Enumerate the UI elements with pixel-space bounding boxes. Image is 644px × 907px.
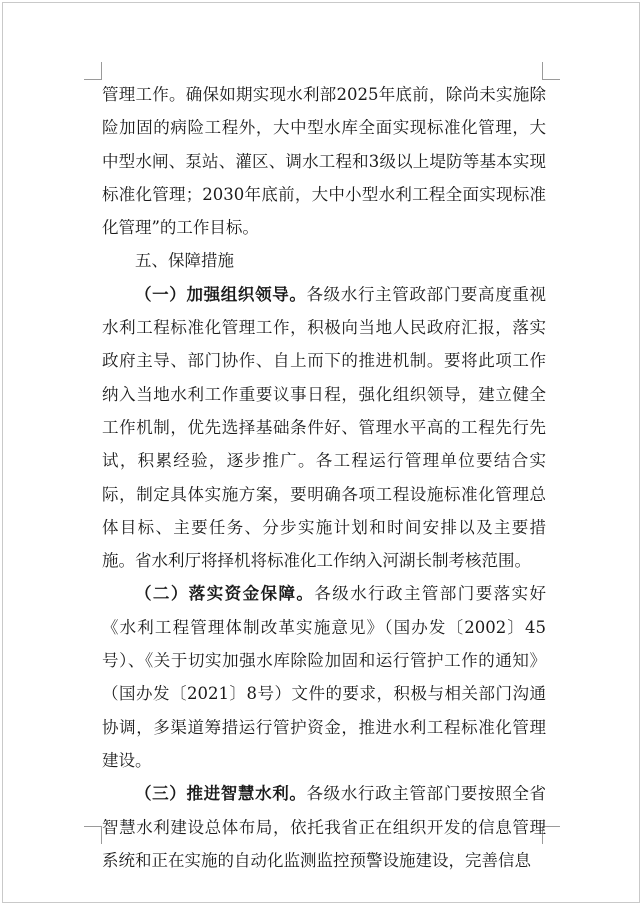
section-heading: 五、保障措施	[135, 251, 234, 271]
subsection-body: 各级水行主管政部门要高度重视水利工程标准化管理工作，积极向当地人民政府汇报，落实政府主导、部门协作、自上而下的推进机制。要将此项工作纳入当地水利工作重要议事日程，强化组织领导，建立健全工作机制，优先选择基础条件好、管理水平高的工程先行先试，积累经验，逐步推广。各工程运行管理单位要结合实际，制定具体实施方案，要明确各项工程设施标准化管理总体目标、主要任务、分步实施计划和时间安排以及主要措施。省水利厅将择机将标准化工作纳入河湖长制考核范围。	[102, 284, 547, 571]
subsection-body: 各级水行政主管部门要按照全省智慧水利建设总体布局，依托我省正在组织开发的信息管理系统和正在实施的自动化监测监控预警设施建设，完善信息	[102, 784, 547, 870]
document-body	[102, 78, 546, 877]
paragraph-continuation: 管理工作。确保如期实现水利部2025年底前，除尚未实施除险加固的病险工程外，大中型水库全面实现标准化管理，大中型水闸、泵站、灌区、调水工程和3级以上堤防等基本实现标准化管理；2030年底前，大中小型水利工程全面实现标准化管理”的工作目标。	[102, 85, 546, 238]
subsection-title: （一）加强组织领导。	[135, 284, 307, 304]
subsection-title: （三）推进智慧水利。	[135, 784, 307, 804]
crop-mark-top-left	[84, 62, 102, 80]
subsection-title: （二）落实资金保障。	[135, 584, 315, 604]
paragraph-smart-water	[102, 777, 546, 877]
paragraph-organization	[102, 278, 546, 578]
subsection-body: 各级水行政主管部门要落实好《水利工程管理体制改革实施意见》（国办发〔2002〕45号）、《关于切实加强水库除险加固和运行管护工作的通知》（国办发〔2021〕8号）文件的要求，积极与相关部门沟通协调，多渠道筹措运行管护资金，推进水利工程标准化管理建设。	[102, 584, 547, 770]
paragraph-funding	[102, 577, 546, 777]
crop-mark-bottom-left	[84, 826, 102, 844]
